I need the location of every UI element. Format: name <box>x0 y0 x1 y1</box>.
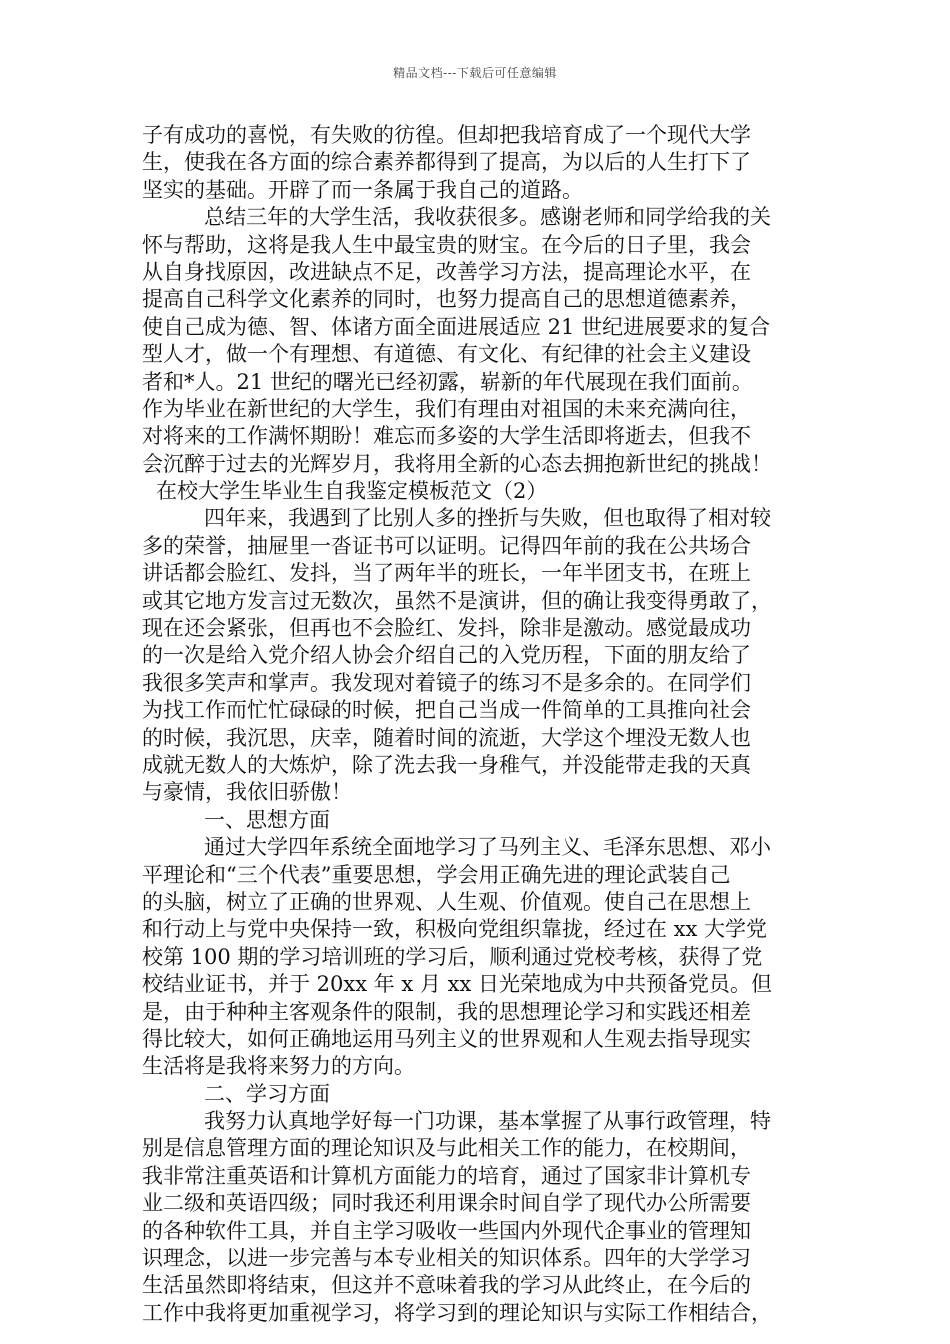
text-line: 或其它地方发言过无数次，虽然不是演讲，但的确让我变得勇敢了， <box>142 588 772 613</box>
text-line: 对将来的工作满怀期盼！难忘而多姿的大学生活即将逝去，但我不 <box>142 424 751 449</box>
text-line: 坚实的基础。开辟了而一条属于我自己的道路。 <box>142 177 583 202</box>
text-line: 讲话都会脸红、发抖，当了两年半的班长，一年半团支书，在班上 <box>142 561 751 586</box>
text-line: 别是信息管理方面的理论知识及与此相关工作的能力，在校期间， <box>142 1136 751 1161</box>
text-line: 我努力认真地学好每一门功课，基本掌握了从事行政管理，特 <box>204 1109 771 1134</box>
text-line: 总结三年的大学生活，我收获很多。感谢老师和同学给我的关 <box>204 205 771 230</box>
text-line: 者和*人。21 世纪的曙光已经初露，崭新的年代展现在我们面前。 <box>142 369 753 394</box>
text-line: 和行动上与党中央保持一致，积极向党组织靠拢，经过在 xx 大学党 <box>142 917 768 942</box>
text-line: 现在还会紧张，但再也不会脸红、发抖，除非是激动。感觉最成功 <box>142 616 751 641</box>
text-line: 是，由于种种主客观条件的限制，我的思想理论学习和实践还相差 <box>142 999 751 1024</box>
text-line: 识理念，以进一步完善与本专业相关的知识体系。四年的大学学习 <box>142 1246 751 1271</box>
text-line: 通过大学四年系统全面地学习了马列主义、毛泽东思想、邓小 <box>204 835 771 860</box>
text-line: 校结业证书，并于 20xx 年 x 月 xx 日光荣地成为中共预备党员。但 <box>142 972 772 997</box>
text-line: 生活虽然即将结束，但这并不意味着我的学习从此终止，在今后的 <box>142 1273 751 1298</box>
text-line: 与豪情，我依旧骄傲！ <box>142 780 352 805</box>
text-line: 型人才，做一个有理想、有道德、有文化、有纪律的社会主义建设 <box>142 342 751 367</box>
text-line: 一、思想方面 <box>204 807 330 832</box>
section-title: 在校大学生毕业生自我鉴定模板范文（2） <box>156 479 548 504</box>
text-line: 我很多笑声和掌声。我发现对着镜子的练习不是多余的。在同学们 <box>142 670 751 695</box>
page-header: 精品文档---下载后可任意编辑 <box>393 66 557 80</box>
text-line: 得比较大，如何正确地运用马列主义的世界观和人生观去指导现实 <box>142 1026 751 1051</box>
text-line: 作为毕业在新世纪的大学生，我们有理由对祖国的未来充满向往， <box>142 396 751 421</box>
text-line: 的一次是给入党介绍人协会介绍自己的入党历程，下面的朋友给了 <box>142 643 751 668</box>
text-line: 会沉醉于过去的光辉岁月，我将用全新的心态去拥抱新世纪的挑战！ <box>142 451 772 476</box>
text-line: 工作中我将更加重视学习，将学习到的理论知识与实际工作相结合， <box>142 1300 772 1325</box>
text-line: 从自身找原因，改进缺点不足，改善学习方法，提高理论水平，在 <box>142 259 751 284</box>
text-line: 生活将是我将来努力的方向。 <box>142 1054 415 1079</box>
text-line: 四年来，我遇到了比别人多的挫折与失败，但也取得了相对较 <box>204 506 771 531</box>
text-line: 成就无数人的大炼炉，除了洗去我一身稚气，并没能带走我的天真 <box>142 752 751 777</box>
text-line: 的时候，我沉思，庆幸，随着时间的流逝，大学这个埋没无数人也 <box>142 725 751 750</box>
text-line: 平理论和“三个代表”重要思想，学会用正确先进的理论武装自己 <box>142 862 731 887</box>
text-line: 的头脑，树立了正确的世界观、人生观、价值观。使自己在思想上 <box>142 889 751 914</box>
text-line: 提高自己科学文化素养的同时，也努力提高自己的思想道德素养， <box>142 287 751 312</box>
text-line: 多的荣誉，抽屉里一沓证书可以证明。记得四年前的我在公共场合 <box>142 533 751 558</box>
text-line: 业二级和英语四级；同时我还利用课余时间自学了现代办公所需要 <box>142 1191 751 1216</box>
text-line: 二、学习方面 <box>204 1081 330 1106</box>
text-line: 怀与帮助，这将是我人生中最宝贵的财宝。在今后的日子里，我会 <box>142 232 751 257</box>
text-line: 使自己成为德、智、体诸方面全面进展适应 21 世纪进展要求的复合 <box>142 314 771 339</box>
document-body <box>142 122 810 1327</box>
text-line: 生，使我在各方面的综合素养都得到了提高，为以后的人生打下了 <box>142 150 751 175</box>
text-line: 子有成功的喜悦，有失败的彷徨。但却把我培育成了一个现代大学 <box>142 123 751 147</box>
text-line: 校第 100 期的学习培训班的学习后，顺利通过党校考核，获得了党 <box>142 944 763 969</box>
text-line: 我非常注重英语和计算机方面能力的培育，通过了国家非计算机专 <box>142 1163 751 1188</box>
text-line: 的各种软件工具，并自主学习吸收一些国内外现代企事业的管理知 <box>142 1218 751 1243</box>
text-line: 为找工作而忙忙碌碌的时候，把自己当成一件简单的工具推向社会 <box>142 698 751 723</box>
